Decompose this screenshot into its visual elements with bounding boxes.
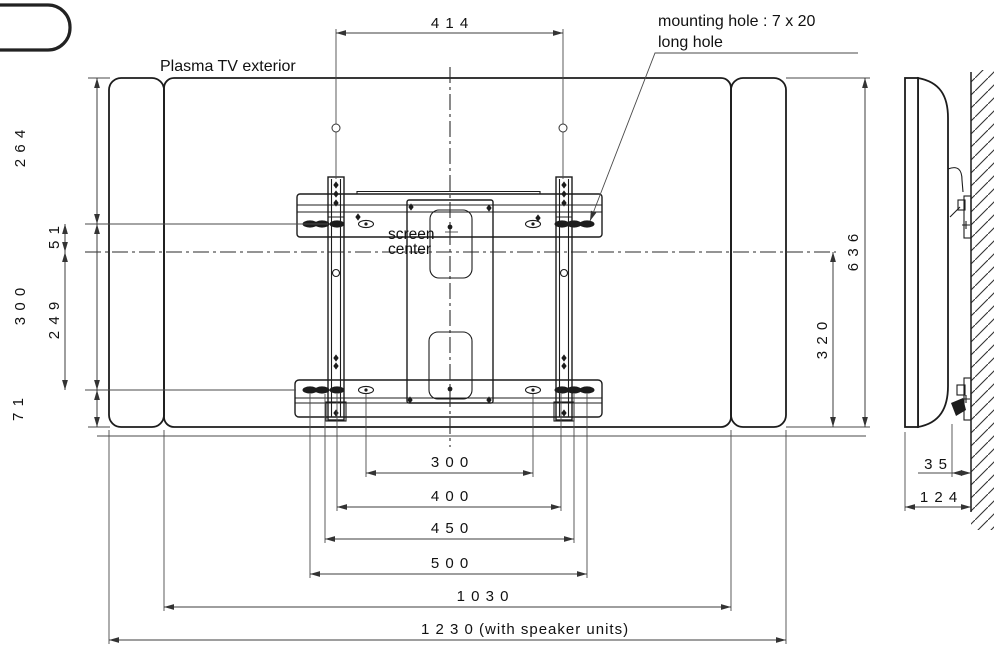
- dim-text-414: 4 1 4: [430, 15, 470, 32]
- lower-wall-hook: [951, 378, 971, 420]
- label-mounting-hole-line2: long hole: [658, 34, 723, 51]
- bottom-center-dot: [448, 387, 453, 392]
- dim-text-35: 3 5: [924, 456, 948, 473]
- left-vertical-rail: [328, 177, 344, 420]
- upper-cutout: [430, 210, 472, 278]
- dim-text-300-bottom: 3 0 0: [430, 454, 470, 471]
- tv-side-front-panel: [905, 78, 918, 427]
- dim-text-450: 4 5 0: [430, 520, 470, 537]
- dim-text-51: 5 1: [46, 225, 63, 249]
- dim-text-300-left: 3 0 0: [12, 286, 29, 326]
- dim-text-320: 3 2 0: [814, 320, 831, 360]
- rear-hole-right: [559, 124, 567, 132]
- dim-text-500: 5 0 0: [430, 555, 470, 572]
- corner-capsule-shape: [0, 5, 70, 50]
- dim-text-71: 7 1: [10, 397, 27, 421]
- dim-text-249: 2 4 9: [46, 300, 63, 340]
- label-plasma-tv-exterior: Plasma TV exterior: [160, 58, 296, 75]
- dim-text-400: 4 0 0: [430, 488, 470, 505]
- label-screen-center-line2: center: [388, 241, 432, 258]
- dim-text-1030: 1 0 3 0: [456, 588, 510, 605]
- side-view: [905, 70, 994, 530]
- right-vertical-rail: [556, 177, 572, 420]
- dim-text-264: 2 6 4: [12, 128, 29, 168]
- wall-mount-bracket: [295, 177, 602, 421]
- upper-wall-hook: [948, 168, 971, 238]
- label-screen-center-line1: screen: [388, 226, 435, 243]
- tv-side-body: [918, 78, 948, 427]
- wall-hatching: [971, 70, 994, 530]
- rear-hole-left: [332, 124, 340, 132]
- label-mounting-hole-line1: mounting hole : 7 x 20: [658, 13, 816, 30]
- dim-text-124: 1 2 4: [919, 489, 959, 506]
- screen-center-dot: [448, 225, 453, 230]
- dim-text-636: 6 3 6: [845, 232, 862, 272]
- dim-text-1230: 1 2 3 0 (with speaker units): [421, 621, 630, 638]
